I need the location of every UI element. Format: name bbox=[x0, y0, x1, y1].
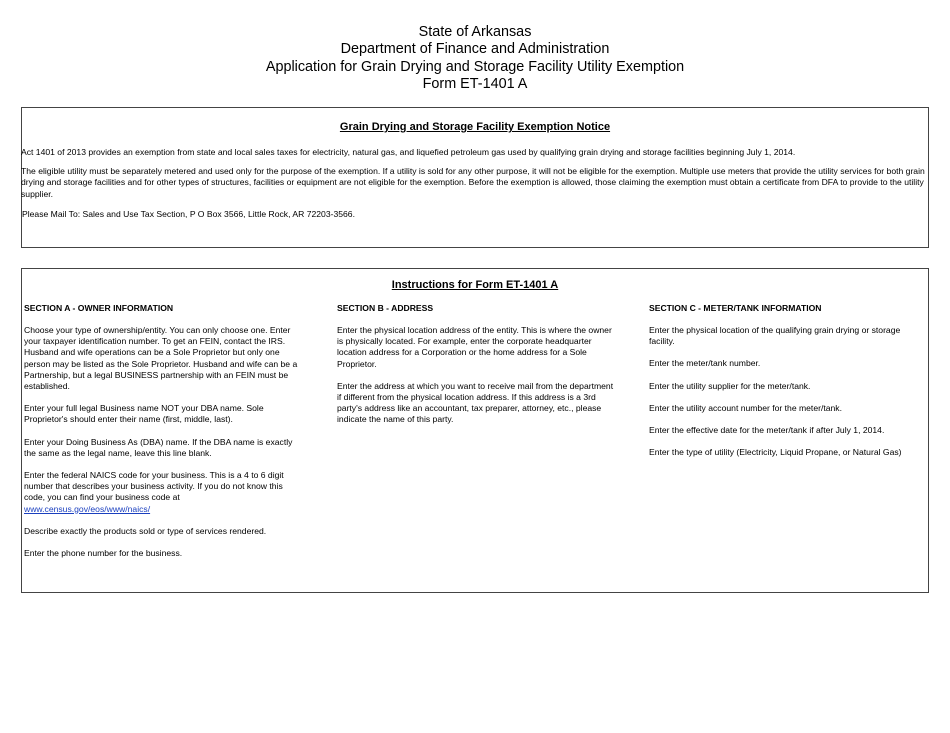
header-form-number: Form ET-1401 A bbox=[422, 76, 528, 93]
header-application-title: Application for Grain Drying and Storage Facility Utility Exemption bbox=[265, 58, 685, 75]
section-a-heading: SECTION A - OWNER INFORMATION bbox=[24, 303, 174, 313]
header-state: State of Arkansas bbox=[418, 24, 532, 40]
section-c-supplier: Enter the utility supplier for the meter/tank. bbox=[649, 380, 811, 391]
section-b-physical-address: Enter the physical location address of the entity. This is where the owner is physically located. For example, enter the corporate headquarter location address for a Corporation or the home address for a Sole Proprietor. bbox=[337, 325, 612, 369]
form-header bbox=[0, 24, 950, 94]
section-c-heading: SECTION C - METER/TANK INFORMATION bbox=[649, 303, 822, 313]
section-a-business-name: Enter your full legal Business name NOT your DBA name. Sole Proprietor's should enter their name (first, middle, last). bbox=[24, 403, 264, 425]
instructions-title: Instructions for Form ET-1401 A bbox=[391, 279, 559, 291]
notice-title: Grain Drying and Storage Facility Exemption Notice bbox=[339, 121, 611, 133]
section-c-meter-number: Enter the meter/tank number. bbox=[649, 358, 761, 369]
section-a-dba: Enter your Doing Business As (DBA) name. If the DBA name is exactly the same as the legal name, leave this line blank. bbox=[24, 436, 293, 458]
section-b-heading: SECTION B - ADDRESS bbox=[337, 303, 434, 313]
section-a-naics bbox=[24, 470, 306, 515]
section-c-account-number: Enter the utility account number for the meter/tank. bbox=[649, 402, 842, 413]
section-b-mailing-address: Enter the address at which you want to receive mail from the department if different from the physical location address. If this address is a 3rd party's address like an accountant, tax preparer, attorney, etc., please indicate the name of this party. bbox=[337, 380, 614, 425]
section-a-ownership: Choose your type of ownership/entity. You can only choose one. Enter your taxpayer identification number. To get an FEIN, contact the IRS. Husband and wife operations can be a Sole Proprietor but only one person may be listed as the Sole Proprietor. Husband and wife can be a Partnership, but a legal BUSINESS partnership with an FEIN must be established. bbox=[24, 325, 298, 392]
section-c-location: Enter the physical location of the qualifying grain drying or storage facility. bbox=[649, 325, 901, 347]
section-c-utility-type: Enter the type of utility (Electricity, Liquid Propane, or Natural Gas) bbox=[649, 447, 902, 458]
notice-paragraph-act: Act 1401 of 2013 provides an exemption from state and local sales taxes for electricity, natural gas, and liquefied petroleum gas used by qualifying grain drying and storage facilities beginning July 1, 2014. bbox=[21, 147, 796, 157]
section-c-column bbox=[649, 303, 921, 469]
naics-link[interactable]: www.census.gov/eos/www/naics/ bbox=[24, 503, 151, 514]
exemption-notice-box bbox=[21, 107, 929, 248]
section-a-column bbox=[24, 303, 306, 570]
instructions-box bbox=[21, 268, 929, 593]
header-department: Department of Finance and Administration bbox=[340, 41, 610, 58]
section-a-naics-text: Enter the federal NAICS code for your business. This is a 4 to 6 digit number that describes your business activity. If you do not know this code, you can find your business code at bbox=[24, 470, 284, 503]
notice-mail-address: Please Mail To: Sales and Use Tax Section, P O Box 3566, Little Rock, AR 72203-3566. bbox=[22, 208, 355, 219]
section-c-effective-date: Enter the effective date for the meter/tank if after July 1, 2014. bbox=[649, 425, 885, 436]
section-a-phone: Enter the phone number for the business. bbox=[24, 548, 183, 559]
section-b-column bbox=[337, 303, 617, 437]
section-a-products: Describe exactly the products sold or type of services rendered. bbox=[24, 525, 267, 536]
notice-paragraph-eligibility: The eligible utility must be separately metered and used only for the purpose of the exemption. If a utility is sold for any other purpose, it will not be eligible for the exemption. Multiple use meters that provide the utility services for both grain drying and storage facilities and for other types of structures, facilities or equipment are not eligible for the exemption. Before the exemption is allowed, those claiming the exemption must obtain a certificate from DFA to provide to the utility supplier. bbox=[21, 166, 925, 199]
